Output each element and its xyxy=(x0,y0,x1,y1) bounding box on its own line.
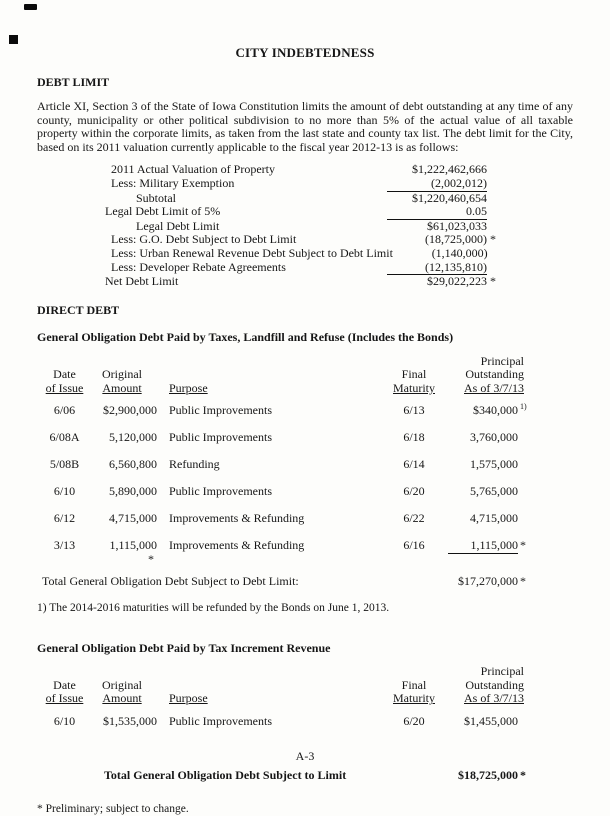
column-header-principal: Principal xyxy=(480,353,524,368)
cell-maturity: 6/16 xyxy=(403,538,425,553)
row-suffix xyxy=(487,261,503,276)
cell-outstanding: $1,455,000 xyxy=(464,713,518,728)
row-label: Legal Debt Limit xyxy=(136,218,220,233)
total-suffix: * xyxy=(520,767,526,782)
total-label: Total General Obligation Debt Subject to Limit xyxy=(104,767,347,782)
column-header-maturity: Maturity xyxy=(393,691,435,706)
go-tif-total-row xyxy=(42,769,534,783)
row-value: (1,140,000) xyxy=(431,245,488,260)
cell-date: 6/10 xyxy=(53,484,76,499)
cell-amount: 4,715,000 xyxy=(109,511,157,526)
footnote-ref: 1) xyxy=(520,402,527,412)
column-header-outstanding: Outstanding xyxy=(465,677,524,692)
column-header-amount: Amount xyxy=(102,380,142,395)
cell-amount: 1,115,000* xyxy=(109,538,157,566)
cell-purpose: Public Improvements xyxy=(169,430,272,445)
cell-amount: 6,560,800 xyxy=(109,457,157,472)
footnote-1: 1) The 2014-2016 maturities will be refunded by the Bonds on June 1, 2013. xyxy=(37,601,390,614)
debt-limit-row xyxy=(105,275,503,289)
row-value: 0.05 xyxy=(387,205,487,220)
go-tif-table xyxy=(42,665,534,742)
debt-limit-row xyxy=(105,192,503,206)
column-header-purpose: Purpose xyxy=(169,691,208,706)
cell-amount: $2,900,000 xyxy=(103,403,157,418)
cell-outstanding: 5,765,000 xyxy=(470,484,518,499)
table-row xyxy=(42,395,534,431)
cell-outstanding: 1,575,000 xyxy=(470,457,518,472)
row-label: Subtotal xyxy=(136,190,177,205)
debt-limit-row xyxy=(105,205,503,220)
row-label: Less: Military Exemption xyxy=(111,176,235,191)
section-heading-direct-debt: DIRECT DEBT xyxy=(37,302,120,317)
column-header-original: Original xyxy=(102,367,142,382)
cell-maturity: 6/20 xyxy=(403,484,425,499)
row-value: (2,002,012) xyxy=(387,177,487,192)
column-header-amount: Amount xyxy=(102,691,142,706)
row-suffix: * xyxy=(490,232,496,247)
cell-purpose: Public Improvements xyxy=(169,484,272,499)
column-header-purpose: Purpose xyxy=(169,380,208,395)
cell-date: 5/08B xyxy=(49,457,80,472)
column-header-maturity: Maturity xyxy=(393,380,435,395)
cell-maturity: 6/18 xyxy=(403,430,425,445)
cell-outstanding: 3,760,000 xyxy=(470,430,518,445)
cell-purpose: Improvements & Refunding xyxy=(169,538,305,553)
column-header-original: Original xyxy=(102,677,142,692)
row-suffix xyxy=(487,220,503,234)
total-suffix: * xyxy=(520,574,526,589)
row-suffix xyxy=(487,177,503,192)
cell-amount: 5,890,000 xyxy=(109,484,157,499)
debt-limit-row xyxy=(105,247,503,261)
row-suffix: * xyxy=(490,274,496,289)
column-header-final: Final xyxy=(401,677,427,692)
page-number: A-3 xyxy=(295,749,315,763)
column-header-principal: Principal xyxy=(480,664,524,679)
row-label: Net Debt Limit xyxy=(105,274,179,289)
go-taxes-table-title: General Obligation Debt Paid by Taxes, Landfill and Refuse (Includes the Bonds) xyxy=(37,330,454,345)
preliminary-note: * Preliminary; subject to change. xyxy=(37,803,189,816)
debt-limit-row xyxy=(105,163,503,177)
cell-maturity: 6/20 xyxy=(403,713,425,728)
cell-maturity: 6/14 xyxy=(403,457,425,472)
row-value: (18,725,000) xyxy=(425,232,487,247)
row-value: $29,022,223 xyxy=(427,274,487,289)
scan-artifact xyxy=(24,4,37,10)
column-header-of-issue: of Issue xyxy=(45,380,84,395)
row-value: $1,220,460,654 xyxy=(412,190,487,205)
cell-date: 6/10 xyxy=(53,713,76,728)
table-row xyxy=(42,706,534,742)
table-row xyxy=(42,539,534,566)
column-header-date: Date xyxy=(53,677,76,692)
table-row xyxy=(42,512,534,539)
cell-maturity: 6/13 xyxy=(403,403,425,418)
row-suffix xyxy=(488,247,503,261)
cell-maturity: 6/22 xyxy=(403,511,425,526)
page-title: CITY INDEBTEDNESS xyxy=(235,45,375,60)
cell-date: 3/13 xyxy=(53,538,76,553)
cell-outstanding: 1,115,000 * xyxy=(444,539,534,566)
total-label: Total General Obligation Debt Subject to Debt Limit: xyxy=(42,574,299,589)
debt-limit-paragraph: Article XI, Section 3 of the State of Iowa Constitution limits the amount of debt outstanding at any time of any county, municipality or other political subdivision to no more than 5% of the actual value of all taxable property within the corporate limits, as taken from the last state and county tax list. The debt limit for the City, based on its 2011 valuation currently applicable to the fiscal year 2012-13 is as follows: xyxy=(37,99,573,154)
row-label: Less: Developer Rebate Agreements xyxy=(111,259,286,274)
column-header-final: Final xyxy=(401,367,427,382)
go-tif-table-title: General Obligation Debt Paid by Tax Increment Revenue xyxy=(37,640,331,655)
row-value: (12,135,810) xyxy=(387,261,487,276)
total-value: $17,270,000 xyxy=(458,574,518,589)
column-header-date: Date xyxy=(53,367,76,382)
cell-outstanding: $340,000 $^{1)}$ xyxy=(473,402,527,418)
table-row xyxy=(42,485,534,512)
cell-purpose: Refunding xyxy=(169,457,220,472)
column-header-as-of: As of 3/7/13 xyxy=(464,691,524,706)
cell-amount: $1,535,000 xyxy=(103,713,157,728)
cell-amount: 5,120,000 xyxy=(109,430,157,445)
row-label: Less: G.O. Debt Subject to Debt Limit xyxy=(111,232,297,247)
row-suffix xyxy=(487,205,503,220)
cell-purpose: Public Improvements xyxy=(169,713,272,728)
row-value: $61,023,033 xyxy=(427,218,487,233)
row-suffix xyxy=(487,192,503,206)
debt-limit-computation xyxy=(105,163,503,288)
cell-date: 6/06 xyxy=(53,403,76,418)
go-taxes-total-row xyxy=(42,575,534,589)
cell-purpose: Improvements & Refunding xyxy=(169,511,305,526)
go-taxes-table xyxy=(42,355,534,567)
cell-outstanding: 4,715,000 xyxy=(470,511,518,526)
table-row xyxy=(42,458,534,485)
cell-date: 6/08A xyxy=(49,430,80,445)
debt-limit-row xyxy=(105,261,503,276)
debt-limit-row xyxy=(105,177,503,192)
row-label: Less: Urban Renewal Revenue Debt Subject to Debt Limit xyxy=(111,245,393,260)
cell-date: 6/12 xyxy=(53,511,76,526)
section-heading-debt-limit: DEBT LIMIT xyxy=(37,74,110,89)
row-value: $1,222,462,666 xyxy=(412,162,487,177)
debt-limit-row xyxy=(105,233,503,247)
row-label: Legal Debt Limit of 5% xyxy=(105,204,221,219)
table-row xyxy=(42,431,534,458)
row-label: 2011 Actual Valuation of Property xyxy=(111,162,275,177)
row-suffix xyxy=(487,163,503,177)
column-header-outstanding: Outstanding xyxy=(465,367,524,382)
cell-purpose: Public Improvements xyxy=(169,403,272,418)
total-value: $18,725,000 xyxy=(458,767,518,782)
debt-limit-row xyxy=(105,220,503,234)
column-header-as-of: As of 3/7/13 xyxy=(464,380,524,395)
scan-artifact xyxy=(9,35,18,44)
column-header-of-issue: of Issue xyxy=(45,691,84,706)
